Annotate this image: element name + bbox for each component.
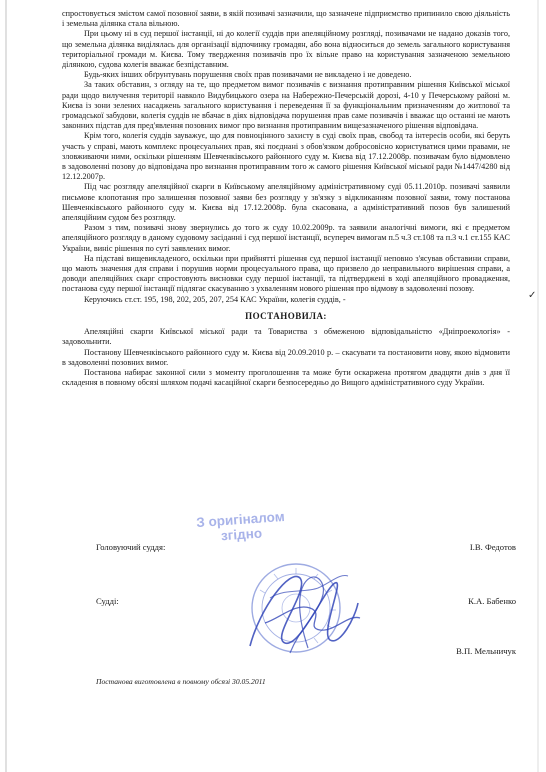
copy-stamp-line-2: згідно: [220, 525, 263, 544]
paragraph-2: При цьому ні в суд першої інстанції, ні до колегії суддів при апеляційному розгляді, позивачами не надано доказів того, що земельна ділянка виділялась для організації відпочинку громадян, або вона відноситься до земель загального користування територіальної громади м. Києва. Тому твердження позивачів про їх вільне право на користування зазначеною земельною ділянкою, судова колегія вважає безпідставним.: [62, 29, 510, 70]
presiding-judge-name: І.В. Федотов: [469, 542, 516, 552]
judges-label: Судді:: [96, 596, 119, 606]
paragraph-5: Крім того, колегія суддів зауважує, що для повноцінного захисту в суді своїх прав, свобод та інтересів особи, які беруть участь у справі, мають комплекс процесуальних прав, які поєднані з обов'язком добросовісно користуватися цими правами, не зловживаючи ними, оскільки рішенням Шевченківського районного суду м. Києва від 17.12.2008р. позивачам було відмовлено в задоволенні позову до відповідача про визнання протиправним того ж самого рішення Київської міської ради №1447/4280 від 12.12.2007р.: [62, 131, 510, 182]
paragraph-3: Будь-яких інших обґрунтувань порушення своїх прав позивачами не викладено і не доведено.: [84, 70, 412, 80]
judge-2-name: В.П. Мельничук: [456, 646, 516, 656]
paragraph-8: На підставі вищевикладеного, оскільки при прийнятті рішення суд першої інстанції неповно з'ясував обставини справи, що мають значення для справи і порушив норми процесуального права, що призвело до неправильного вирішення справи, а доводи апеляційних скарг спростовують висновки суду першої інстанції, та підтверджені в ході апеляційного провадження, постанова суду першої інстанції підлягає скасуванню з ухваленням нового рішення про відмову в задоволенні позову.: [62, 253, 510, 294]
presiding-judge-label: Головуючий суддя:: [96, 542, 166, 552]
decision-paragraph-1: Апеляційні скарги Київської міської ради та Товариства з обмеженою відповідальністю «Дніпроекологія» - задовольнити.: [62, 327, 510, 347]
judge-1-name: К.А. Бабенко: [468, 596, 516, 606]
copy-certification-stamp: [191, 509, 291, 546]
handwritten-signature: [230, 548, 380, 668]
paragraph-4: За таких обставин, з огляду на те, що предметом вимог позивачів є визнання протиправним рішення Київської міської ради щодо вилучення території навколо Видубицького озера на Набережно-Печерській дорозі, 4-10 у Печерському районі м. Києва із зони зелених насаджень загального користування і переведення її за функціональним призначенням до житлової та громадської забудови, колегія суддів не вбачає в діях відповідача порушення прав саме позивачів і вважає що останні не мають законних підстав для пред'явлення позовних вимог про визнання протиправним вищезазначеного рішення відповідача.: [62, 80, 510, 131]
full-text-date-note: Постанова виготовлена в повному обсязі 30.05.2011: [96, 677, 266, 686]
paragraph-9: Керуючись ст.ст. 195, 198, 202, 205, 207, 254 КАС України, колегія суддів, -: [84, 294, 346, 304]
copy-stamp-line-1: З оригіналом: [195, 508, 286, 531]
decision-paragraph-2: Постанову Шевченківського районного суду м. Києва від 20.09.2010 р. – скасувати та постановити нову, якою відмовити в задоволенні позовних вимог.: [62, 347, 510, 367]
decision-paragraph-3: Постанова набирає законної сили з моменту проголошення та може бути оскаржена протягом двадцяти днів з дня її складення в повному обсязі шляхом подачі касаційної скарги безпосередньо до Вищого адміністративного суду України.: [62, 367, 510, 388]
decision-heading: ПОСТАНОВИЛА:: [245, 310, 327, 321]
margin-check-mark: ✓: [528, 290, 537, 301]
paragraph-1: спростовується змістом самої позовної заяви, в якій позивачі зазначили, що зазначене підприємство припинило свою діяльність і земельна ділянка стала вільною.: [62, 9, 510, 29]
document-body: [62, 9, 510, 388]
paragraph-6: Під час розгляду апеляційної скарги в Київському апеляційному адміністративному суді 05.11.2010р. позивачі заявили письмове клопотання про залишення позовної заяви без розгляду у зв'язку з відкликанням позовної заяви, тому постанова Шевченківського районного суду м. Києва від 17.12.2008р. була скасована, а адміністративний позов був залишений апеляційним судом без розгляду.: [62, 182, 510, 223]
paragraph-7: Разом з тим, позивачі знову звернулись до того ж суду 10.02.2009р. та заявили аналогічні вимоги, які є предметом апеляційного розгляду в даному судовому засіданні і суд першої інстанції, всупереч вимогам п.5 ч.3 ст.108 та п.3 ч.1 ст.155 КАС України, виніс рішення по суті заявлених вимог.: [62, 223, 511, 253]
